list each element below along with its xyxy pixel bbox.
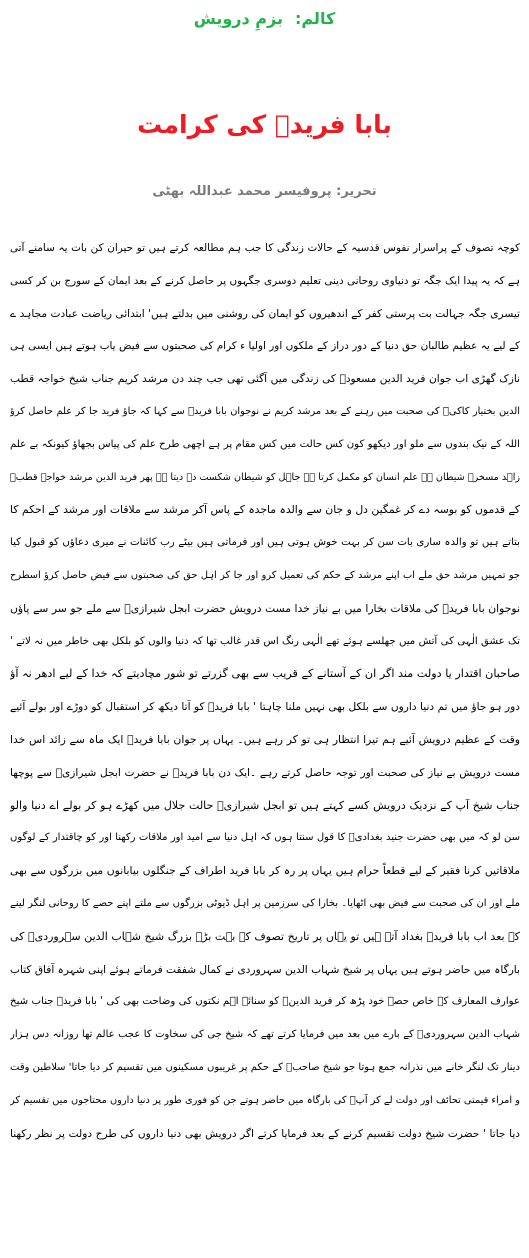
body-line: کے بعد اب بابا فریدؒ بغداد آتے ہیں تو یہاں پر تاریخ تصوف کے بہت بڑے بزرگ شیخ شہاب الدین سہروردیؒ کی	[10, 929, 520, 943]
body-line: دیا جاتا ' حضرت شیخ دولت تقسیم کرنے کے بعد فرمایا کرتے اگر درویش بھی دنیا داروں کی طرح دولت پر نظر رکھنا	[10, 1127, 520, 1140]
author-byline: تحریر: پروفیسر محمد عبداللہ بھٹی	[152, 184, 377, 199]
body-line: بتاتے ہیں تو والدہ ساری بات سن کر بہت خوش ہوتی ہیں اور فرماتی ہیں بیٹے رب کائنات نے میری دعاؤں کو قبول کیا	[10, 537, 520, 549]
body-line: کے قدموں کو بوسہ دے کر غمگین دل و جان سے والدہ ماجدہ کے پاس آکر مرشد سے ملاقات اور مرشد کے احکم کا	[10, 503, 520, 517]
body-line: دینار تک لنگر خانے میں نذرانہ جمع ہوتا جو شیخ صاحبؒ کے حکم پر غریبوں مسکینوں میں تقسیم کر دیا جاتا' سلاطین وقت	[10, 1061, 520, 1073]
body-line: جناب شیخ آپ کے نزدیک درویش کسے کہتے ہیں تو ابجل شیرازیؒ حالت جلال میں کھڑے ہو کر بولے اے دنیا والو	[10, 798, 520, 812]
body-line: صاحبان اقتدار یا دولت مند اگر ان کے آستانے کے قریب سے بھی گزرتے تو شور مچادیتے کہ خدا کے لیے ادھر نہ آؤ	[10, 667, 520, 681]
body-line: دور ہو جاؤ میں تم دنیا داروں سے بلکل بھی نہیں ملنا چاہتا ' بابا فریدؒ کو آتا دیکھ کر استقبال کو دوڑے اور بولے آئیے	[10, 701, 520, 714]
body-line: شہاب الدین سہروردیؒ کے بارے میں بعد میں فرمایا کرتے تھے کہ شیخ جی کی سخاوت کا عجب عالم تھا روزانہ دس ہزار	[10, 1029, 520, 1041]
body-line: و امراء قیمتی تحائف اور دولت لے کر آپؒ کی بارگاہ میں حاضر ہوتے جن کو فوری طور پر دنیا داروں محتاجوں میں تقسیم کر	[10, 1094, 520, 1106]
body-line: بارگاہ میں حاضر ہوتے ہیں یہاں پر شیخ شہاب الدین سہروردی نے کمال شفقت فرماتے ہوئے اپنی شہرہ آفاق کتاب	[10, 963, 520, 976]
article-title: بابا فریدؒ کی کرامت	[137, 110, 392, 139]
body-line: جو تمہیں مرشد حق ملے اب اپنے مرشد کے حکم کی تعمیل کرو اور جا کر اہل حق کی صحبتوں سے فیض حاصل کرؤ اسطرح	[10, 569, 520, 581]
body-line: کے لیے یہ عظیم طالبان حق دنیا کے دور دراز کے ملکوں اور اولیا ء کرام کی صحبتوں سے فیض یاب ہوتے ہیں ایسی ہی	[10, 340, 520, 353]
body-line: کوچہ تصوف کے پراسرار نفوس قدسیہ کے حالات زندگی کا جب ہم مطالعہ کرتے ہیں تو حیران کن بات یہ سامنے آتی	[10, 242, 520, 254]
body-line: مست درویش بے نیاز کی صحبت اور توجہ حاصل کرتے رہے ۔ایک دن بابا فریدؒ نے حضرت ابجل شیرازیؒ سے پوچھا	[10, 766, 520, 779]
body-line: ہے کہ یہ پیدا ایک جگہ تو دنیاوی روحانی دینی تعلیم دوسری جگہوں پر حاصل کرنے کے بعد ایمان کے سورج بن کر کسی	[10, 274, 520, 287]
body-line: ملاقاتیں کرنا فقیر کے لیے قطعاً حرام ہیں یہاں پر رہ کر بابا فرید اطراف کے جنگلوں بیابانوں میں بزرگوں سے بھی	[10, 864, 520, 878]
column-header	[0, 8, 529, 30]
article-body	[10, 232, 520, 1150]
body-line: الدین بختیار کاکیؒ کی صحبت میں رہنے کے بعد مرشد کریم نے نوجوان بابا فریدؒ سے کہا کہ جاؤ فرید جا کر علم حاصل کرؤ	[10, 405, 520, 417]
body-line: تک عشق الٰہی کی آتش میں جھلسے ہوئے تھے الٰہی رنگ اس قدر غالب تھا کہ دنیا والوں کو بلکل بھی خاطر میں نہ لاتے '	[10, 635, 520, 647]
body-line: نازک گھڑی اب جوان فرید الدین مسعودؒ کی زندگی میں آگئی تھی جب چند دن مرشد کریم جناب شیخ خواجہ قطب	[10, 373, 520, 386]
body-line: عوارف المعارف کے خاص حصے خود پڑھ کر فرید الدینؒ کو سنائے اہم نکتوں کی وضاحت بھی کی ' بابا فریدؒ جناب شیخ	[10, 996, 520, 1008]
column-label: کالم:	[294, 9, 336, 28]
body-line: وقت کے عظیم درویش آئیے ہم تیرا انتظار ہی تو کر رہے ہیں۔ یہاں پر جوان بابا فریدؒ ایک ماہ سے زائد اس خدا	[10, 732, 520, 746]
column-name: بزمِ درویش	[193, 9, 283, 28]
body-line: ملے اور ان کی صحبت سے فیض بھی اٹھایا۔ بخارا کی سرزمین پر اہل ڈیوٹی بزرگوں سے ملتے اپنے حصے کا روحانی لنگر لینے	[10, 897, 520, 909]
body-line: تیسری جگہ جہالت بت پرستی کفر کے اندھیروں کو ایمان کی روشنی میں بدلتے ہیں' ابتدائی ریاضت عبادت مجاہد ے	[10, 307, 520, 320]
body-line: نوجوان بابا فریدؒ کی ملاقات بخارا میں بے نیاز خدا مست درویش حضرت ابجل شیرازیؒ سے ملے جو سر سے پاؤں	[10, 601, 520, 615]
body-line: سن لو کہ میں بھی حضرت جنید بغدادیؒ کا قول سنتا ہوں کہ اہل دنیا سے امید اور ملاقات رکھنا اور کو چاقتدار کے لوگوں	[10, 832, 520, 844]
body-line: زاہد مسخرہ شیطان ہے علم انسان کو مکمل کرتا ہے جاہل کو شیطان شکست دے دیتا ہے پھر فرید الدین مرشد خواجہ قطبؒ	[10, 471, 520, 483]
body-line: اللہ کے نیک بندوں سے ملو اور دیکھو کون کس حالت میں کس مقام پر ہے اچھی طرح علم کی پیاس بجھاؤ کیونکہ بے علم	[10, 438, 520, 450]
